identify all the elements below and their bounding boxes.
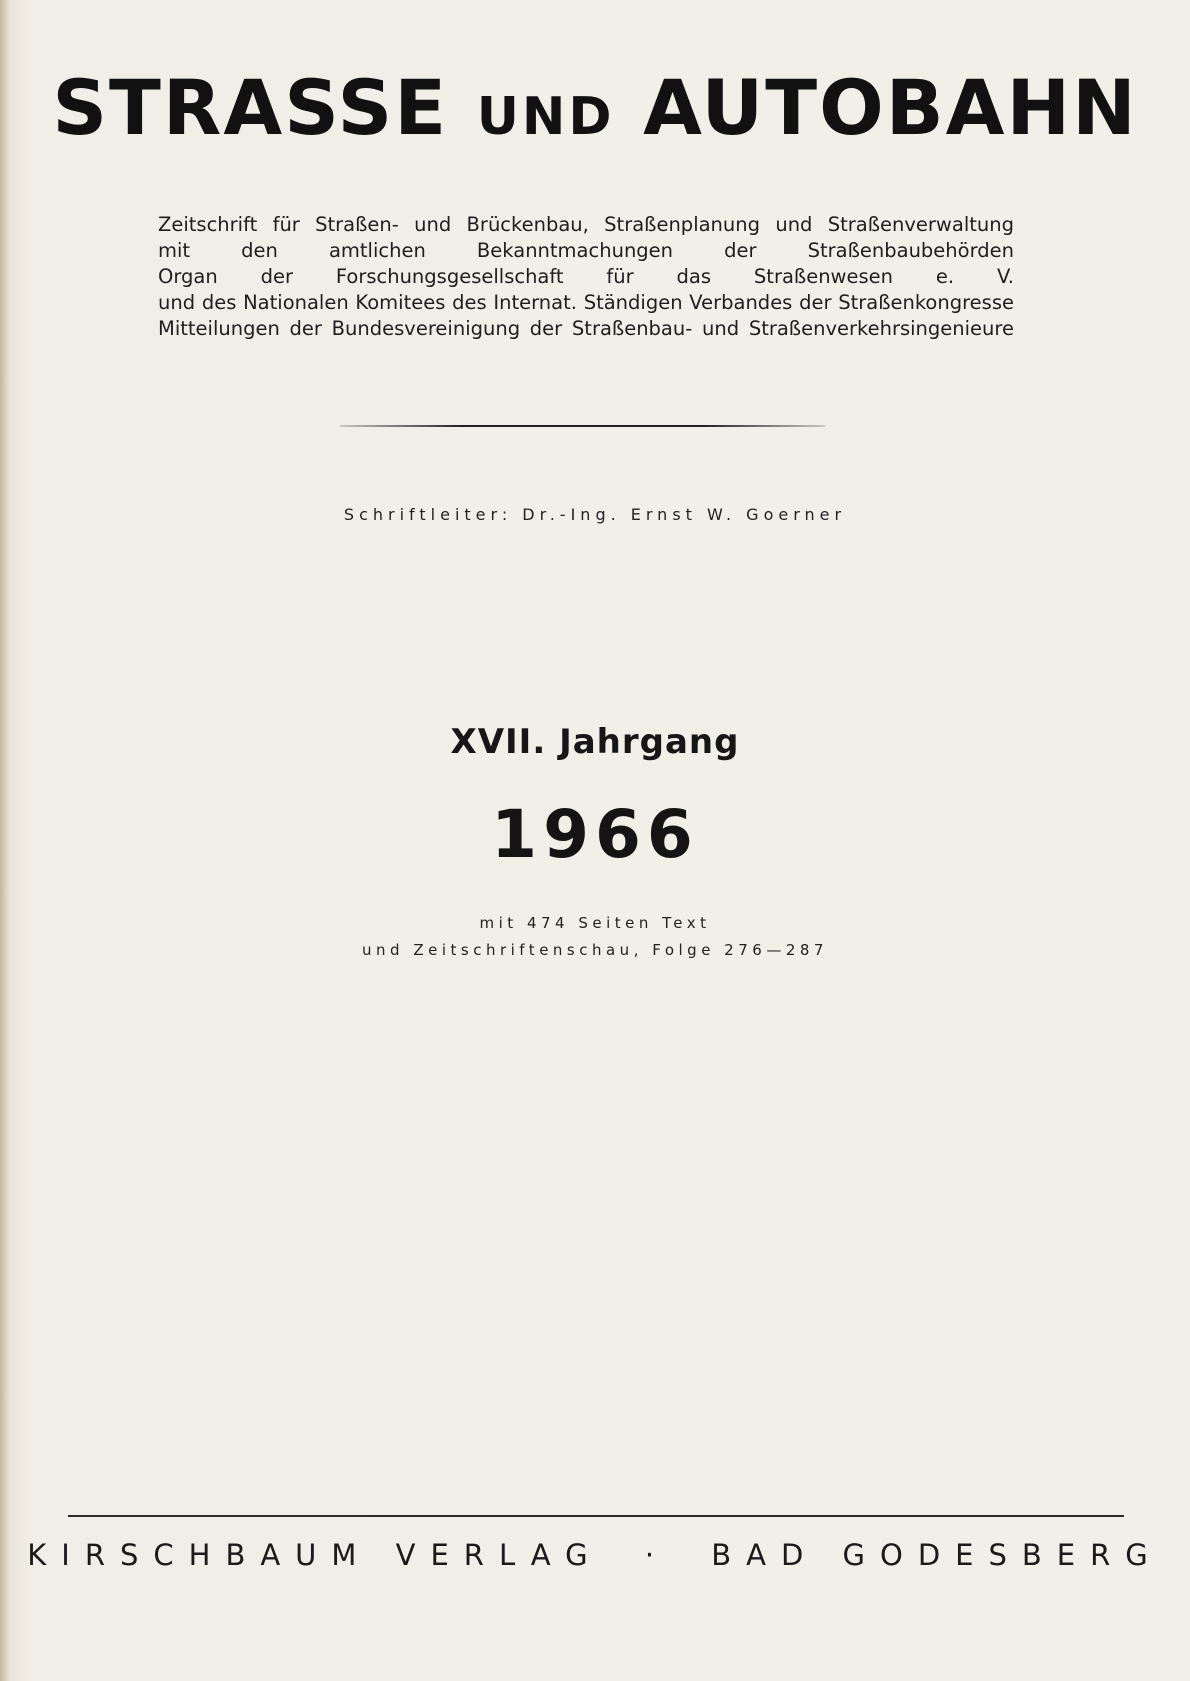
review-series-line: und Zeitschriftenschau, Folge 276—287 (362, 941, 828, 959)
publisher-separator: · (644, 1538, 670, 1572)
title-word-strasse: STRASSE (52, 63, 449, 152)
subtitle-line: Zeitschrift für Straßen- und Brückenbau, Straßenplanung und Straßenverwaltung (158, 213, 1014, 236)
journal-title (0, 63, 1190, 152)
publisher-city: BAD GODESBERG (711, 1538, 1163, 1572)
editor-credit: Schriftleiter: Dr.-Ing. Ernst W. Goerner (343, 505, 847, 524)
bottom-rule (68, 1515, 1124, 1517)
title-word-autobahn: AUTOBAHN (643, 63, 1138, 152)
subtitle-line: mit den amtlichen Bekanntmachungen der Straßenbaubehörden (158, 239, 1014, 262)
divider-rule (340, 425, 825, 427)
publisher-imprint (0, 1538, 1190, 1572)
publisher-name: KIRSCHBAUM VERLAG (27, 1538, 603, 1572)
volume-details (0, 910, 1190, 964)
subtitle-line: Mitteilungen der Bundesvereinigung der Straßenbau- und Straßenverkehrsingenieure (158, 317, 1014, 340)
subtitle-line: Organ der Forschungsgesellschaft für das Straßenwesen e. V. (158, 265, 1014, 288)
title-word-und: UND (476, 87, 615, 147)
volume-number: XVII. Jahrgang (450, 722, 740, 762)
publication-year: 1966 (491, 796, 699, 873)
subtitle-line: und des Nationalen Komitees des Internat. Ständigen Verbandes der Straßenkongresse (158, 291, 1014, 314)
journal-subtitle (158, 212, 1014, 342)
page-count-line: mit 474 Seiten Text (479, 914, 711, 932)
